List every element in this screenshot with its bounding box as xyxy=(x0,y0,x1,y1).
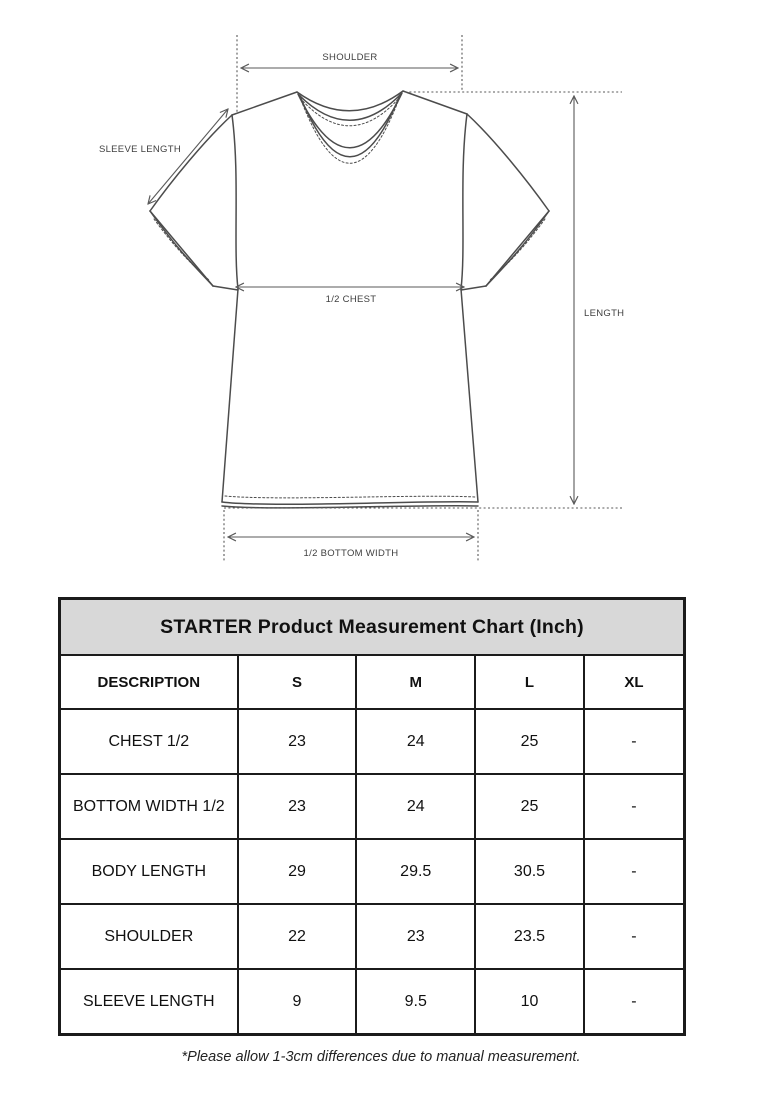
left-side-seam xyxy=(222,289,238,502)
shoulder-label: SHOULDER xyxy=(322,52,378,63)
left-underarm xyxy=(213,286,238,290)
right-underarm xyxy=(461,286,486,290)
cell-s: 23 xyxy=(238,774,357,839)
row-label: BOTTOM WIDTH 1/2 xyxy=(60,774,238,839)
cell-s: 9 xyxy=(238,969,357,1035)
measurement-annotations xyxy=(99,35,624,562)
right-shoulder-seam xyxy=(403,91,467,114)
col-header-s: S xyxy=(238,655,357,709)
table-row-shoulder xyxy=(60,904,685,969)
left-cuff-edge xyxy=(150,211,213,286)
cell-xl: - xyxy=(584,839,685,904)
table-row-body-length xyxy=(60,839,685,904)
cell-s: 22 xyxy=(238,904,357,969)
right-sleeve-outer xyxy=(467,114,549,211)
table-row-chest xyxy=(60,709,685,774)
length-measure xyxy=(224,92,624,508)
length-label: LENGTH xyxy=(584,308,625,319)
table-row-bottom-width xyxy=(60,774,685,839)
sleeve-length-label: SLEEVE LENGTH xyxy=(98,144,181,155)
row-label: SHOULDER xyxy=(60,904,238,969)
cell-l: 25 xyxy=(475,774,584,839)
half-chest-measure xyxy=(236,287,464,305)
cell-m: 24 xyxy=(356,709,475,774)
cell-l: 30.5 xyxy=(475,839,584,904)
cell-m: 23 xyxy=(356,904,475,969)
cell-l: 25 xyxy=(475,709,584,774)
col-header-description: DESCRIPTION xyxy=(60,655,238,709)
row-label: BODY LENGTH xyxy=(60,839,238,904)
hem-stitch xyxy=(225,496,475,498)
col-header-m: M xyxy=(356,655,475,709)
table-title: STARTER Product Measurement Chart (Inch) xyxy=(60,599,685,656)
row-label: CHEST 1/2 xyxy=(60,709,238,774)
measurement-table-section xyxy=(58,597,686,1036)
col-header-l: L xyxy=(475,655,584,709)
cell-s: 29 xyxy=(238,839,357,904)
cell-m: 9.5 xyxy=(356,969,475,1035)
half-bottom-width-measure xyxy=(224,510,478,562)
cell-xl: - xyxy=(584,774,685,839)
cell-s: 23 xyxy=(238,709,357,774)
table-header-row xyxy=(60,655,685,709)
cell-m: 24 xyxy=(356,774,475,839)
half-bottom-width-label: 1/2 BOTTOM WIDTH xyxy=(303,548,399,559)
cell-l: 10 xyxy=(475,969,584,1035)
left-sleeve-outer xyxy=(150,115,232,211)
cell-m: 29.5 xyxy=(356,839,475,904)
col-header-xl: XL xyxy=(584,655,685,709)
left-armhole xyxy=(232,115,238,289)
right-armhole xyxy=(461,114,467,289)
cell-xl: - xyxy=(584,969,685,1035)
cell-xl: - xyxy=(584,904,685,969)
table-title-row xyxy=(60,599,685,656)
table-row-sleeve-length xyxy=(60,969,685,1035)
measurement-footnote: *Please allow 1-3cm differences due to manual measurement. xyxy=(181,1049,581,1065)
right-cuff-edge xyxy=(486,211,549,286)
half-chest-label: 1/2 CHEST xyxy=(325,294,377,305)
left-shoulder-seam xyxy=(232,92,297,115)
row-label: SLEEVE LENGTH xyxy=(60,969,238,1035)
sleeve-length-arrow xyxy=(148,109,228,204)
sleeve-length-measure xyxy=(99,109,228,204)
cell-l: 23.5 xyxy=(475,904,584,969)
measurement-table xyxy=(58,597,686,1036)
hem-line-outer xyxy=(222,502,478,505)
collar-back-bottom xyxy=(299,94,401,120)
cell-xl: - xyxy=(584,709,685,774)
right-side-seam xyxy=(461,289,478,502)
